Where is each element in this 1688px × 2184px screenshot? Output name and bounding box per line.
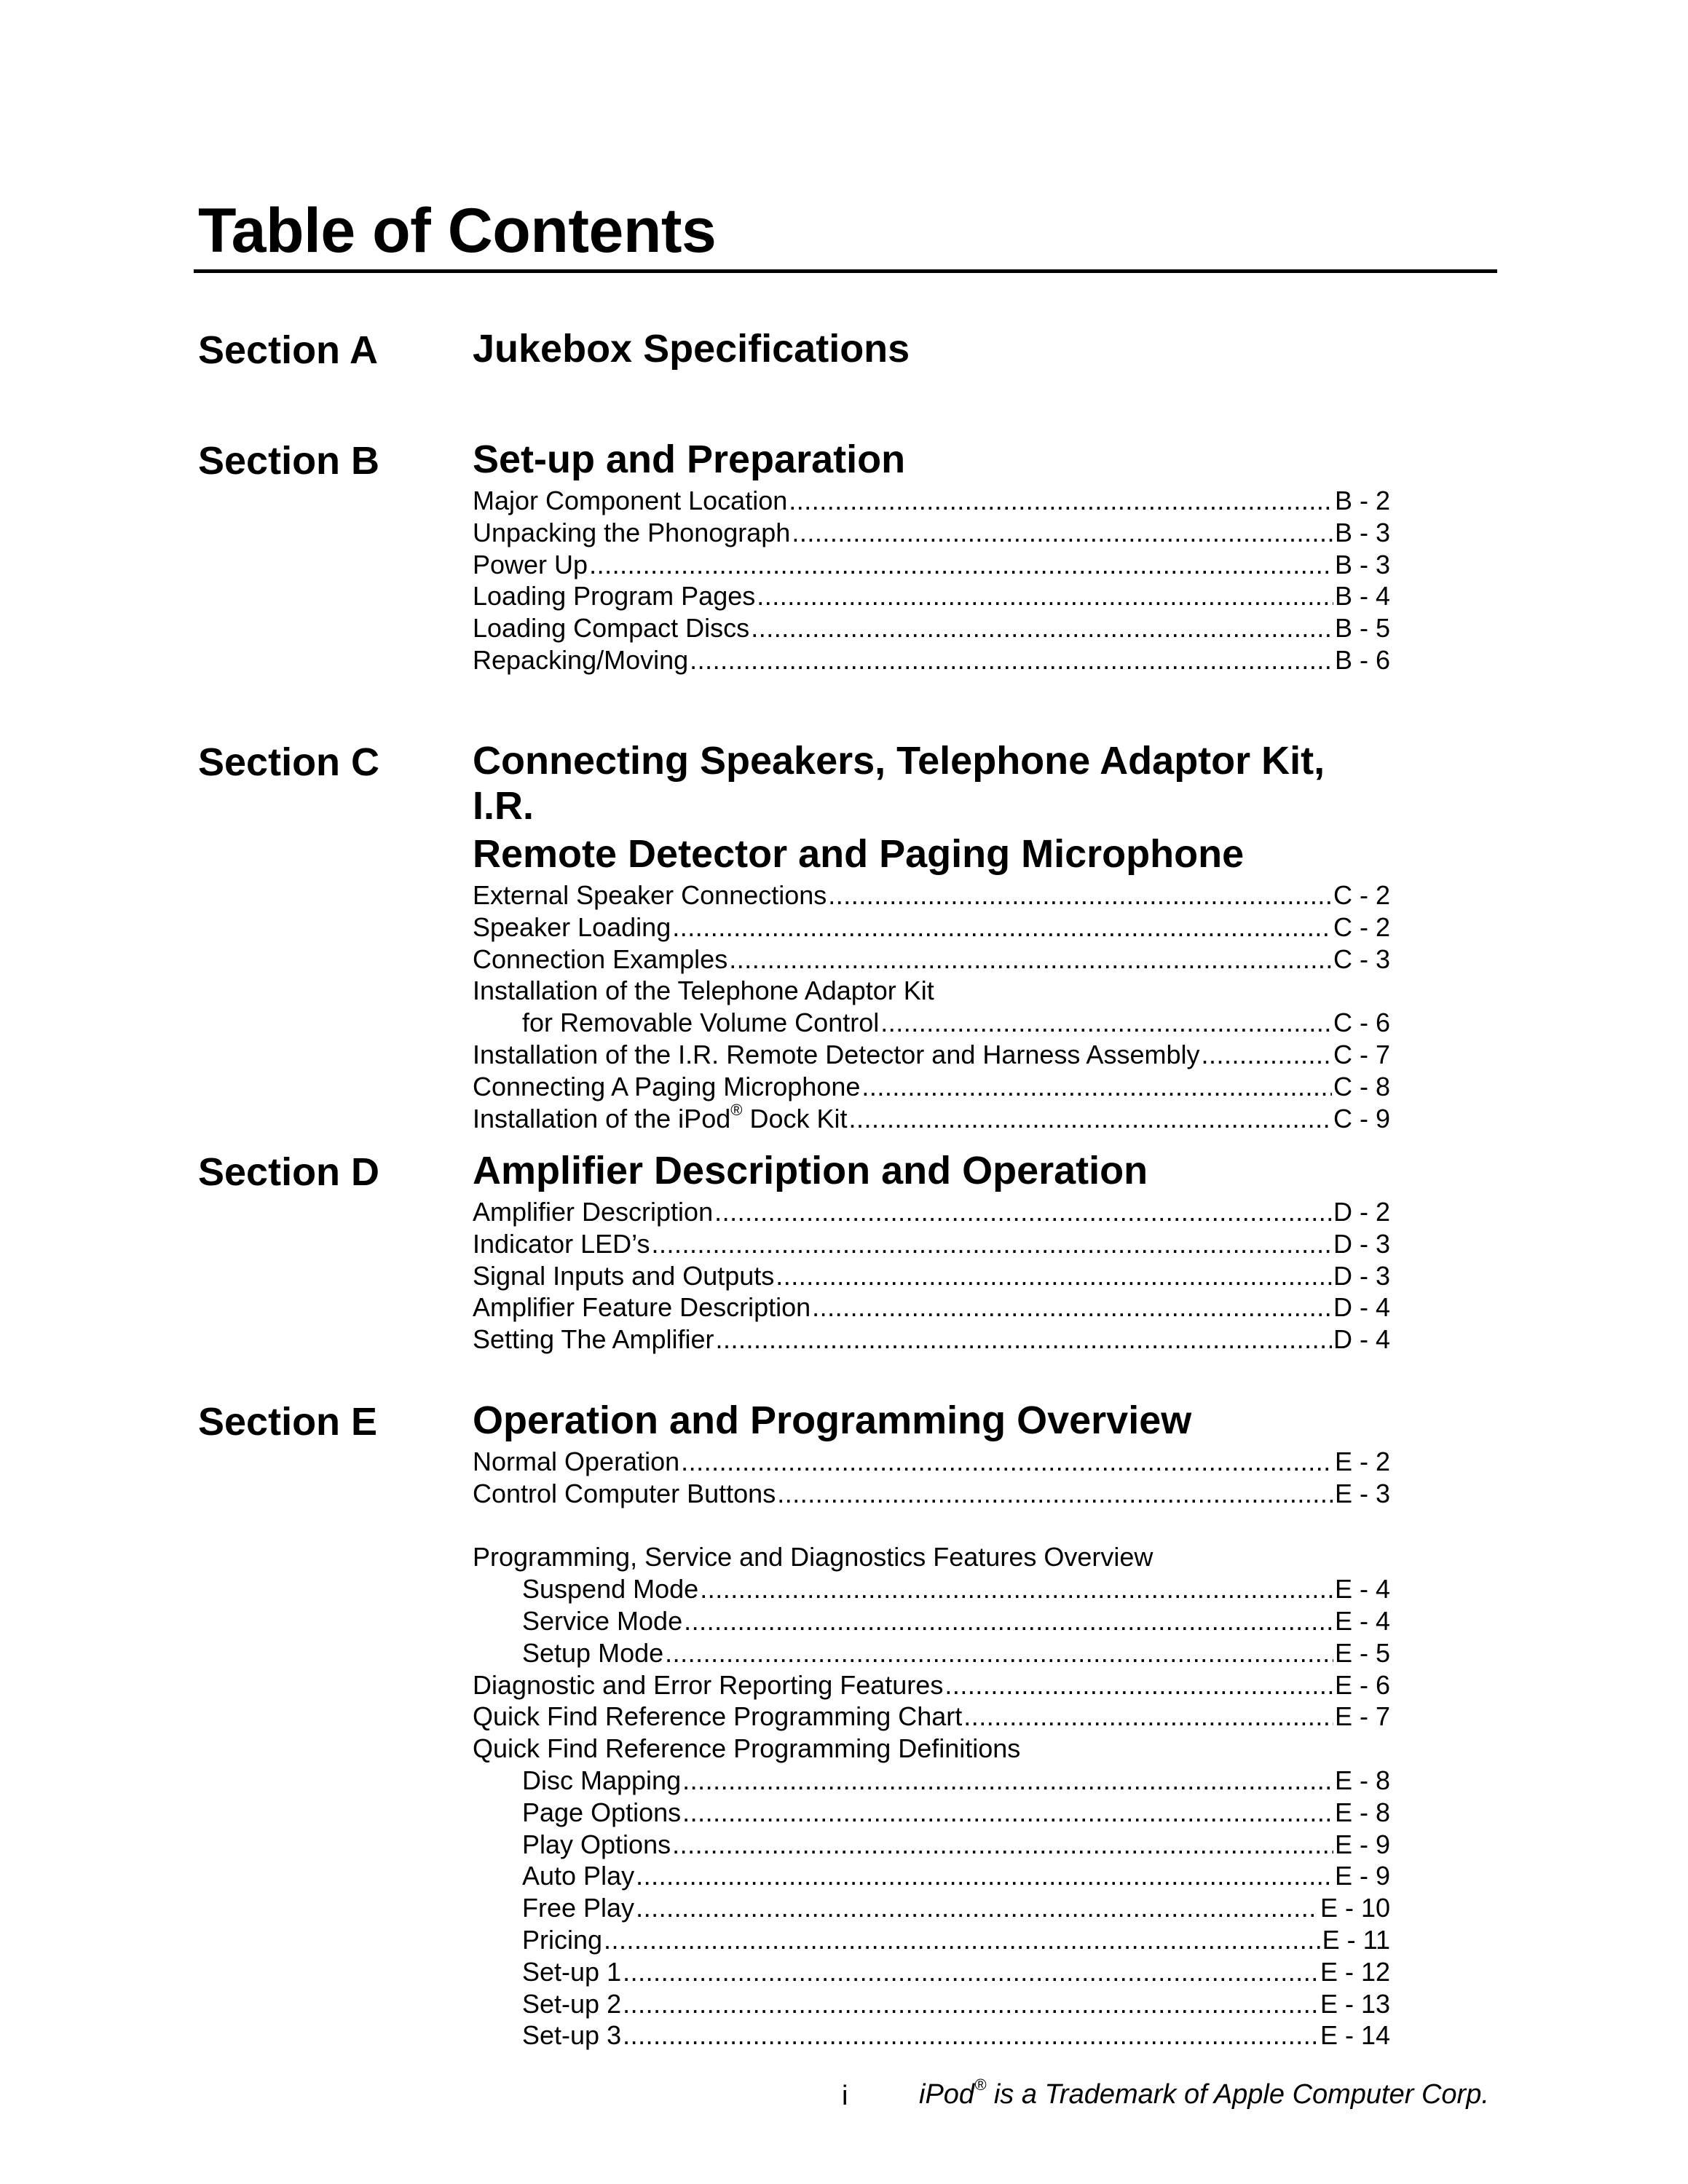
entry-title: Disc Mapping — [522, 1765, 682, 1795]
entry-title: Connecting A Paging Microphone — [473, 1071, 861, 1101]
entry-title: Quick Find Reference Programming Chart — [473, 1701, 963, 1732]
section-label: Section B — [198, 439, 380, 483]
entry-title: Power Up — [473, 549, 588, 579]
dot-leader — [636, 1892, 1319, 1924]
entry-title: Loading Program Pages — [473, 581, 756, 612]
dot-leader — [589, 549, 1333, 581]
registered-mark: ® — [974, 2076, 987, 2094]
entry-title-part: Dock Kit — [742, 1103, 848, 1133]
entry-title: Speaker Loading — [473, 911, 671, 942]
dot-leader — [792, 517, 1333, 549]
toc-subheading: Programming, Service and Diagnostics Features Overview — [473, 1542, 1153, 1572]
toc-entry[interactable] — [473, 1988, 1390, 2020]
toc-entry[interactable] — [473, 1071, 1390, 1103]
footer-trademark-note — [919, 2076, 1489, 2110]
dot-leader — [729, 943, 1332, 976]
dot-leader — [757, 580, 1333, 612]
toc-entry[interactable] — [473, 1573, 1390, 1605]
section-block — [473, 1148, 1390, 1356]
toc-entry[interactable] — [473, 1924, 1390, 1956]
page-reference: D - 3 — [1333, 1228, 1390, 1259]
dot-leader — [684, 1605, 1333, 1637]
page-reference: E - 4 — [1334, 1605, 1390, 1636]
entry-title: Diagnostic and Error Reporting Features — [473, 1669, 944, 1700]
toc-entry[interactable] — [473, 1637, 1390, 1669]
page-reference: D - 3 — [1333, 1260, 1390, 1291]
dot-leader — [672, 1829, 1333, 1861]
dot-leader — [651, 1228, 1332, 1260]
entry-title: Normal Operation — [473, 1447, 680, 1476]
page-reference: E - 4 — [1334, 1574, 1390, 1605]
toc-entry[interactable] — [473, 549, 1390, 581]
entry-title: Major Component Location — [473, 486, 788, 515]
page-reference: B - 4 — [1334, 581, 1390, 612]
entry-title: Amplifier Description — [473, 1197, 714, 1227]
page-reference: E - 6 — [1334, 1669, 1390, 1700]
entry-title: Free Play — [522, 1893, 635, 1923]
page-reference: B - 3 — [1334, 517, 1390, 547]
page-reference: B - 2 — [1334, 486, 1390, 515]
dot-leader — [828, 879, 1332, 911]
toc-entry[interactable] — [473, 1260, 1390, 1292]
section-heading: Set-up and Preparation — [473, 438, 906, 481]
dot-leader — [1201, 1039, 1332, 1071]
toc-entry[interactable] — [473, 1701, 1390, 1733]
entry-title — [473, 1100, 848, 1135]
page-reference: D - 2 — [1333, 1197, 1390, 1227]
section-label: Section A — [198, 328, 379, 372]
toc-entry[interactable] — [473, 1765, 1390, 1797]
toc-entry[interactable] — [473, 485, 1390, 517]
toc-entry[interactable] — [473, 1007, 1390, 1039]
page-reference: C - 2 — [1333, 911, 1390, 942]
dot-leader — [716, 1324, 1332, 1356]
dot-leader — [963, 1701, 1333, 1733]
page-reference: E - 8 — [1334, 1765, 1390, 1795]
toc-entry[interactable] — [473, 1196, 1390, 1228]
toc-entry[interactable] — [473, 1100, 1390, 1135]
footer-page-number: i — [842, 2081, 848, 2111]
entry-spacer — [473, 1510, 1390, 1542]
toc-entry[interactable] — [473, 612, 1390, 644]
toc-entry[interactable] — [473, 943, 1390, 976]
entry-title: Set-up 2 — [522, 1988, 622, 2019]
page-reference: E - 3 — [1334, 1478, 1390, 1508]
dot-leader — [623, 1988, 1319, 2020]
toc-entry[interactable] — [473, 517, 1390, 549]
section-block — [473, 1398, 1390, 2052]
dot-leader — [777, 1478, 1333, 1510]
toc-entry[interactable] — [473, 1605, 1390, 1637]
dot-leader — [861, 1071, 1332, 1103]
dot-leader — [682, 1797, 1333, 1829]
section-heading: Operation and Programming Overview — [473, 1398, 1192, 1442]
toc-entry[interactable] — [473, 1478, 1390, 1510]
dot-leader — [700, 1573, 1333, 1605]
entry-title: Auto Play — [522, 1861, 635, 1891]
toc-entry[interactable] — [473, 1892, 1390, 1924]
entry-title: Repacking/Moving — [473, 644, 689, 675]
entry-title: Play Options — [522, 1829, 671, 1859]
page-reference: C - 7 — [1333, 1039, 1390, 1069]
page-reference: C - 3 — [1333, 943, 1390, 974]
trademark-brand: iPod — [919, 2079, 975, 2110]
section-label: Section E — [198, 1400, 378, 1444]
dot-leader — [714, 1196, 1332, 1228]
entry-title: Set-up 1 — [522, 1956, 622, 1987]
page-reference: E - 9 — [1334, 1861, 1390, 1891]
toc-entry[interactable] — [473, 1228, 1390, 1260]
section-heading: Jukebox Specifications — [473, 327, 910, 371]
entry-title: Set-up 3 — [522, 2020, 622, 2051]
entry-title: Setup Mode — [522, 1637, 664, 1668]
page-reference: E - 9 — [1334, 1829, 1390, 1859]
toc-entry[interactable] — [473, 911, 1390, 943]
dot-leader — [849, 1103, 1332, 1135]
entry-title: External Speaker Connections — [473, 880, 827, 910]
entry-title: for Removable Volume Control — [522, 1008, 880, 1038]
section-heading: Connecting Speakers, Telephone Adaptor Kit, I.R. — [473, 739, 1325, 828]
toc-entry[interactable] — [473, 580, 1390, 612]
page-reference: C - 9 — [1333, 1103, 1390, 1133]
dot-leader — [604, 1924, 1321, 1956]
entry-title: Page Options — [522, 1797, 682, 1827]
section-block — [473, 437, 1390, 676]
entry-title: Control Computer Buttons — [473, 1478, 776, 1508]
entry-title: Connection Examples — [473, 943, 728, 974]
dot-leader — [681, 1446, 1333, 1478]
section-heading: Amplifier Description and Operation — [473, 1149, 1148, 1192]
toc-entry[interactable] — [473, 1291, 1390, 1324]
title-divider — [194, 269, 1497, 273]
page-reference: E - 13 — [1320, 1988, 1390, 2019]
section-label: Section C — [198, 740, 380, 784]
page-reference: E - 7 — [1334, 1701, 1390, 1732]
dot-leader — [690, 644, 1333, 676]
page-reference: E - 2 — [1334, 1447, 1390, 1476]
toc-entry[interactable] — [473, 1797, 1390, 1829]
page-reference: E - 14 — [1320, 2020, 1390, 2051]
dot-leader — [789, 485, 1333, 517]
entry-title: Service Mode — [522, 1605, 683, 1636]
entry-title: Unpacking the Phonograph — [473, 517, 791, 547]
page-reference: C - 6 — [1333, 1008, 1390, 1038]
page-reference: B - 3 — [1334, 549, 1390, 579]
toc-subheading: Quick Find Reference Programming Definitions — [473, 1733, 1021, 1764]
toc-entry[interactable] — [473, 2019, 1390, 2052]
dot-leader — [880, 1007, 1332, 1039]
page-reference: B - 6 — [1334, 644, 1390, 675]
dot-leader — [665, 1637, 1333, 1669]
dot-leader — [672, 911, 1332, 943]
entry-title: Installation of the I.R. Remote Detector and Harness Assembly — [473, 1039, 1200, 1069]
section-label: Section D — [198, 1150, 380, 1194]
trademark-text: is a Trademark of Apple Computer Corp. — [986, 2079, 1489, 2110]
section-block — [473, 738, 1390, 1134]
page-reference: E - 10 — [1320, 1893, 1390, 1923]
page-reference: E - 12 — [1320, 1956, 1390, 1987]
toc-entry[interactable] — [473, 1039, 1390, 1071]
toc-entry[interactable] — [473, 1956, 1390, 1988]
dot-leader — [623, 1956, 1319, 1988]
toc-subheading: Installation of the Telephone Adaptor Kit — [473, 976, 934, 1006]
page-title: Table of Contents — [198, 196, 717, 266]
entry-title: Suspend Mode — [522, 1574, 699, 1605]
dot-leader — [636, 1860, 1333, 1892]
section-heading: Remote Detector and Paging Microphone — [473, 832, 1245, 876]
dot-leader — [944, 1669, 1333, 1701]
entry-title: Signal Inputs and Outputs — [473, 1260, 775, 1291]
page-reference: D - 4 — [1333, 1324, 1390, 1355]
dot-leader — [623, 2019, 1319, 2052]
page-reference: C - 2 — [1333, 880, 1390, 910]
toc-entry[interactable] — [473, 879, 1390, 911]
entry-title: Setting The Amplifier — [473, 1324, 714, 1355]
dot-leader — [776, 1260, 1332, 1292]
page-reference: B - 5 — [1334, 613, 1390, 644]
toc-entry[interactable] — [473, 1324, 1390, 1356]
entry-title-part: Installation of the iPod — [473, 1103, 731, 1133]
page-reference: E - 8 — [1334, 1797, 1390, 1827]
entry-title: Amplifier Feature Description — [473, 1292, 811, 1323]
dot-leader — [682, 1765, 1333, 1797]
toc-entry[interactable] — [473, 1446, 1390, 1478]
toc-entry[interactable] — [473, 1860, 1390, 1892]
entry-title: Indicator LED’s — [473, 1228, 650, 1259]
page-reference: C - 8 — [1333, 1071, 1390, 1101]
entry-title: Pricing — [522, 1924, 603, 1955]
registered-mark: ® — [730, 1100, 743, 1119]
toc-entry[interactable] — [473, 1829, 1390, 1861]
toc-entry[interactable] — [473, 1669, 1390, 1701]
entry-title: Loading Compact Discs — [473, 613, 750, 644]
toc-entry[interactable] — [473, 644, 1390, 676]
page-reference: E - 5 — [1334, 1637, 1390, 1668]
dot-leader — [812, 1291, 1332, 1324]
section-block — [473, 326, 1390, 374]
page-reference: D - 4 — [1333, 1292, 1390, 1323]
dot-leader — [751, 612, 1333, 644]
page-reference: E - 11 — [1322, 1924, 1390, 1955]
